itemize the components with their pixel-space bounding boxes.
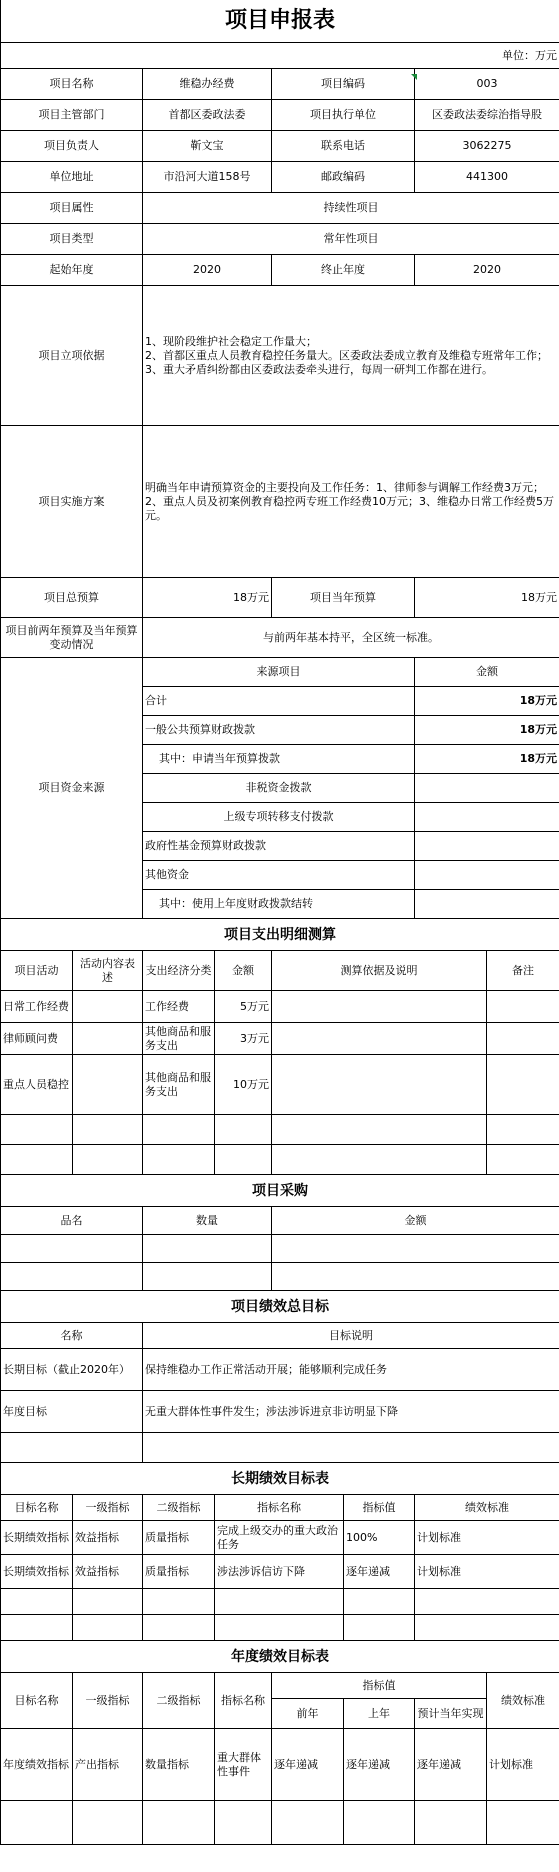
- perf-long-value: 100%: [344, 1521, 415, 1555]
- expense-basis: [272, 1055, 487, 1115]
- perf-year-header: 指标名称: [215, 1673, 272, 1729]
- project-name-value: 维稳办经费: [143, 69, 272, 100]
- project-name-label: 项目名称: [1, 69, 143, 100]
- expense-header: 备注: [487, 951, 559, 991]
- basis-text: [143, 286, 559, 426]
- expense-basis: [272, 1023, 487, 1055]
- zip-value: 441300: [415, 162, 559, 193]
- plan-text: 明确当年申请预算资金的主要投向及工作任务：1、律师参与调解工作经费3万元；2、重点人员及初案例教育稳控两专班工作经费10万元；3、维稳办日常工作经费5万元。: [143, 426, 559, 578]
- funding-amount: 18万元: [415, 745, 559, 774]
- empty-cell: [143, 1115, 215, 1145]
- empty-cell: [215, 1115, 272, 1145]
- perf-year-section-title: 年度绩效目标表: [1, 1641, 559, 1673]
- start-year-label: 起始年度: [1, 255, 143, 286]
- perf-year-subheader: 上年: [344, 1699, 415, 1729]
- perf-total-name: 长期目标（截止2020年）: [1, 1349, 143, 1391]
- expense-category: 其他商品和服务支出: [143, 1055, 215, 1115]
- basis-line: 3、重大矛盾纠纷都由区委政法委牵头进行，每周一研判工作都在进行。: [145, 362, 493, 376]
- expense-desc: [73, 991, 143, 1023]
- perf-long-target: 长期绩效指标: [1, 1555, 73, 1589]
- empty-cell: [415, 1801, 487, 1845]
- expense-header: 支出经济分类: [143, 951, 215, 991]
- perf-long-header: 二级指标: [143, 1495, 215, 1521]
- perf-long-l1: 效益指标: [73, 1555, 143, 1589]
- expense-note: [487, 1023, 559, 1055]
- budget-change-label: 项目前两年预算及当年预算变动情况: [1, 618, 143, 658]
- perf-long-header: 指标值: [344, 1495, 415, 1521]
- funding-source: 一般公共预算财政拨款: [143, 716, 415, 745]
- empty-cell: [1, 1115, 73, 1145]
- expense-desc: [73, 1055, 143, 1115]
- end-year-value: 2020: [415, 255, 559, 286]
- funding-col-source: 来源项目: [143, 658, 415, 687]
- owner-value: 靳文宝: [143, 131, 272, 162]
- empty-cell: [73, 1801, 143, 1845]
- empty-cell: [143, 1589, 215, 1615]
- perf-year-header: 二级指标: [143, 1673, 215, 1729]
- expense-activity: 律师顾问费: [1, 1023, 73, 1055]
- expense-amount: 10万元: [215, 1055, 272, 1115]
- perf-long-target: 长期绩效指标: [1, 1521, 73, 1555]
- empty-cell: [215, 1145, 272, 1175]
- empty-cell: [272, 1145, 487, 1175]
- type-value: 常年性项目: [143, 224, 559, 255]
- year-budget-label: 项目当年预算: [272, 578, 415, 618]
- funding-source: 上级专项转移支付拨款: [143, 803, 415, 832]
- empty-cell: [143, 1263, 272, 1291]
- funding-amount: 18万元: [415, 716, 559, 745]
- empty-cell: [487, 1115, 559, 1145]
- empty-cell: [272, 1115, 487, 1145]
- empty-cell: [143, 1433, 559, 1463]
- expense-activity: 日常工作经费: [1, 991, 73, 1023]
- expense-amount: 3万元: [215, 1023, 272, 1055]
- dept-label: 项目主管部门: [1, 100, 143, 131]
- funding-source: 其他资金: [143, 861, 415, 890]
- unit-label: 单位：万元: [1, 43, 559, 69]
- empty-cell: [415, 1589, 559, 1615]
- perf-year-v1: 逐年递减: [272, 1729, 344, 1801]
- perf-total-header: 名称: [1, 1323, 143, 1349]
- funding-amount: 18万元: [415, 687, 559, 716]
- exec-unit-label: 项目执行单位: [272, 100, 415, 131]
- funding-source: 政府性基金预算财政拨款: [143, 832, 415, 861]
- empty-cell: [272, 1801, 344, 1845]
- phone-label: 联系电话: [272, 131, 415, 162]
- expense-header: 项目活动: [1, 951, 73, 991]
- basis-line: 2、首都区重点人员教育稳控任务量大。区委政法委成立教育及维稳专班常年工作；: [145, 348, 548, 362]
- budget-change-value: 与前两年基本持平，全区统一标准。: [143, 618, 559, 658]
- empty-cell: [143, 1235, 272, 1263]
- empty-cell: [344, 1801, 415, 1845]
- perf-long-header: 一级指标: [73, 1495, 143, 1521]
- expense-amount: 5万元: [215, 991, 272, 1023]
- empty-cell: [215, 1615, 344, 1641]
- type-label: 项目类型: [1, 224, 143, 255]
- perf-year-header: 一级指标: [73, 1673, 143, 1729]
- purchase-section-title: 项目采购: [1, 1175, 559, 1207]
- empty-cell: [1, 1145, 73, 1175]
- funding-source: 其中：使用上年度财政拨款结转: [143, 890, 415, 919]
- funding-amount: [415, 890, 559, 919]
- perf-long-name: 完成上级交办的重大政治任务: [215, 1521, 344, 1555]
- empty-cell: [73, 1615, 143, 1641]
- end-year-label: 终止年度: [272, 255, 415, 286]
- perf-long-std: 计划标准: [415, 1555, 559, 1589]
- perf-long-l2: 质量指标: [143, 1521, 215, 1555]
- perf-total-name: 年度目标: [1, 1391, 143, 1433]
- year-budget-value: 18万元: [415, 578, 559, 618]
- purchase-header: 品名: [1, 1207, 143, 1235]
- perf-year-target: 年度绩效指标: [1, 1729, 73, 1801]
- expense-basis: [272, 991, 487, 1023]
- empty-cell: [143, 1145, 215, 1175]
- purchase-header: 数量: [143, 1207, 272, 1235]
- perf-long-header: 目标名称: [1, 1495, 73, 1521]
- zip-label: 邮政编码: [272, 162, 415, 193]
- page-title: 项目申报表: [1, 0, 559, 43]
- empty-cell: [1, 1433, 143, 1463]
- perf-long-section-title: 长期绩效目标表: [1, 1463, 559, 1495]
- cell-comment-marker: [411, 74, 417, 80]
- empty-cell: [1, 1589, 73, 1615]
- empty-cell: [344, 1615, 415, 1641]
- exec-unit-value: 区委政法委综治指导股: [415, 100, 559, 131]
- funding-source: 合计: [143, 687, 415, 716]
- empty-cell: [1, 1263, 143, 1291]
- project-code-label: 项目编码: [272, 69, 415, 100]
- empty-cell: [215, 1801, 272, 1845]
- empty-cell: [215, 1589, 344, 1615]
- empty-cell: [73, 1145, 143, 1175]
- empty-cell: [73, 1589, 143, 1615]
- perf-long-std: 计划标准: [415, 1521, 559, 1555]
- expense-category: 工作经费: [143, 991, 215, 1023]
- perf-year-header: 目标名称: [1, 1673, 73, 1729]
- funding-col-amount: 金额: [415, 658, 559, 687]
- empty-cell: [415, 1615, 559, 1641]
- perf-total-header: 目标说明: [143, 1323, 559, 1349]
- funding-source: 非税资金拨款: [143, 774, 415, 803]
- empty-cell: [344, 1589, 415, 1615]
- total-budget-value: 18万元: [143, 578, 272, 618]
- perf-year-header: 指标值: [272, 1673, 487, 1699]
- perf-long-header: 绩效标准: [415, 1495, 559, 1521]
- expense-header: 活动内容表述: [73, 951, 143, 991]
- start-year-value: 2020: [143, 255, 272, 286]
- empty-cell: [143, 1615, 215, 1641]
- funding-source: 其中：申请当年预算拨款: [143, 745, 415, 774]
- empty-cell: [272, 1263, 559, 1291]
- perf-total-section-title: 项目绩效总目标: [1, 1291, 559, 1323]
- perf-year-v3: 逐年递减: [415, 1729, 487, 1801]
- expense-header: 测算依据及说明: [272, 951, 487, 991]
- expense-note: [487, 1055, 559, 1115]
- perf-year-header: 绩效标准: [487, 1673, 559, 1729]
- perf-year-subheader: 预计当年实现: [415, 1699, 487, 1729]
- perf-total-desc: 保持维稳办工作正常活动开展；能够顺利完成任务: [143, 1349, 559, 1391]
- empty-cell: [73, 1115, 143, 1145]
- empty-cell: [1, 1801, 73, 1845]
- perf-long-name: 涉法涉诉信访下降: [215, 1555, 344, 1589]
- perf-year-name: 重大群体性事件: [215, 1729, 272, 1801]
- empty-cell: [487, 1801, 559, 1845]
- empty-cell: [1, 1615, 73, 1641]
- attr-label: 项目属性: [1, 193, 143, 224]
- project-code-value: 003: [415, 69, 559, 100]
- funding-amount: [415, 774, 559, 803]
- basis-label: 项目立项依据: [1, 286, 143, 426]
- purchase-header: 金额: [272, 1207, 559, 1235]
- perf-long-l1: 效益指标: [73, 1521, 143, 1555]
- dept-value: 首都区委政法委: [143, 100, 272, 131]
- expense-header: 金额: [215, 951, 272, 991]
- funding-amount: [415, 861, 559, 890]
- expense-section-title: 项目支出明细测算: [1, 919, 559, 951]
- empty-cell: [143, 1801, 215, 1845]
- funding-amount: [415, 832, 559, 861]
- perf-long-header: 指标名称: [215, 1495, 344, 1521]
- perf-year-l2: 数量指标: [143, 1729, 215, 1801]
- expense-desc: [73, 1023, 143, 1055]
- funding-amount: [415, 803, 559, 832]
- expense-category: 其他商品和服务支出: [143, 1023, 215, 1055]
- funding-label: 项目资金来源: [1, 658, 143, 919]
- perf-year-subheader: 前年: [272, 1699, 344, 1729]
- perf-year-l1: 产出指标: [73, 1729, 143, 1801]
- owner-label: 项目负责人: [1, 131, 143, 162]
- empty-cell: [272, 1235, 559, 1263]
- perf-total-desc: 无重大群体性事件发生；涉法涉诉进京非访明显下降: [143, 1391, 559, 1433]
- perf-year-v2: 逐年递减: [344, 1729, 415, 1801]
- phone-value: 3062275: [415, 131, 559, 162]
- total-budget-label: 项目总预算: [1, 578, 143, 618]
- address-label: 单位地址: [1, 162, 143, 193]
- perf-long-l2: 质量指标: [143, 1555, 215, 1589]
- empty-cell: [487, 1145, 559, 1175]
- perf-long-value: 逐年递减: [344, 1555, 415, 1589]
- empty-cell: [1, 1235, 143, 1263]
- expense-activity: 重点人员稳控: [1, 1055, 73, 1115]
- attr-value: 持续性项目: [143, 193, 559, 224]
- address-value: 市沿河大道158号: [143, 162, 272, 193]
- perf-year-std: 计划标准: [487, 1729, 559, 1801]
- plan-label: 项目实施方案: [1, 426, 143, 578]
- expense-note: [487, 991, 559, 1023]
- basis-line: 1、现阶段维护社会稳定工作量大；: [145, 334, 317, 348]
